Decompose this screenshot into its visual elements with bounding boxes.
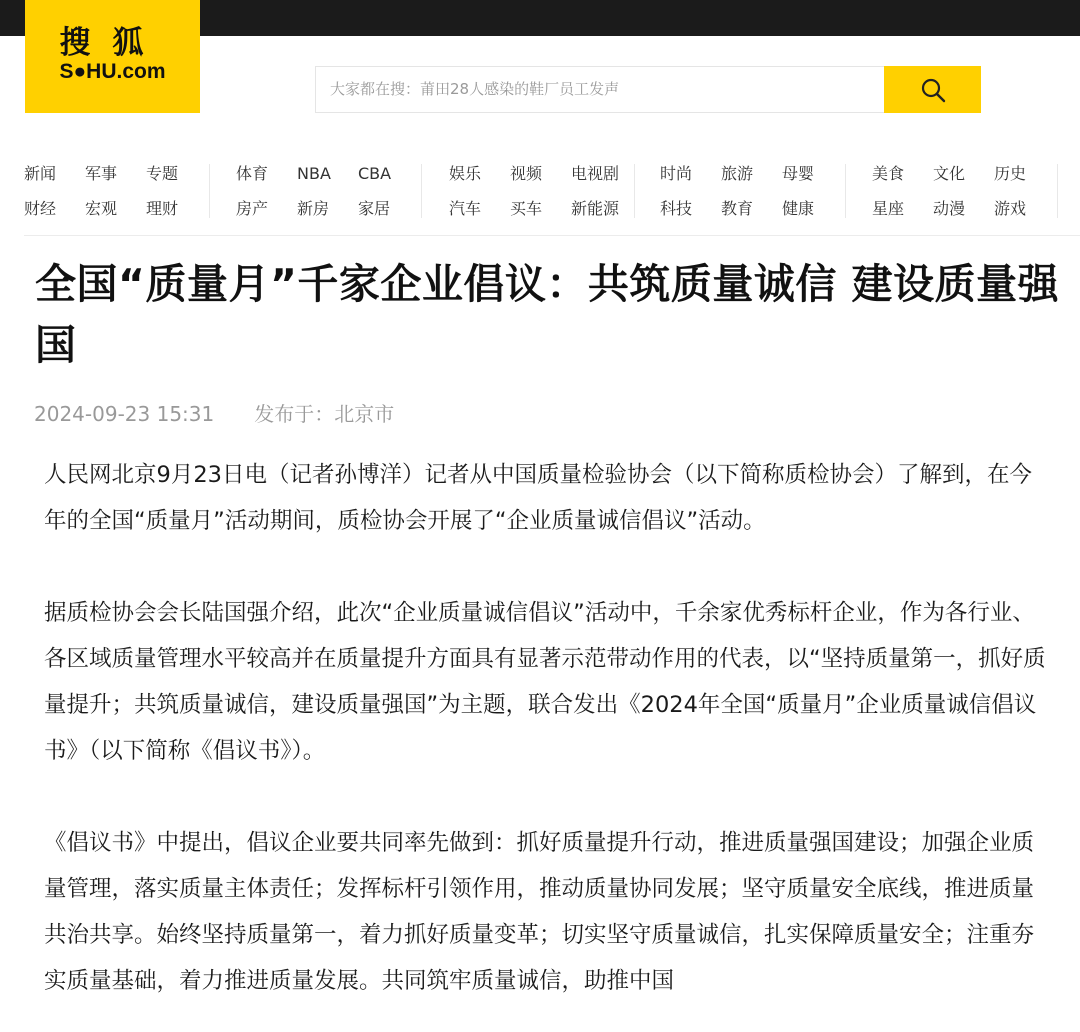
nav-separator xyxy=(845,164,846,218)
nav-separator xyxy=(421,164,422,218)
search-button[interactable] xyxy=(884,66,981,113)
nav-link[interactable]: 新闻 xyxy=(24,164,57,183)
nav-link[interactable]: 美食 xyxy=(872,164,905,183)
nav-link[interactable]: 体育 xyxy=(236,164,269,183)
nav-link[interactable]: 专题 xyxy=(146,164,179,183)
nav-link[interactable]: 房产 xyxy=(236,199,269,218)
nav-link[interactable]: NBA xyxy=(297,164,331,183)
article-paragraph: 《倡议书》中提出，倡议企业要共同率先做到：抓好质量提升行动，推进质量强国建设；加强企业质量管理，落实质量主体责任；发挥标杆引领作用，推动质量协同发展；坚守质量安全底线，推进质量共治共享。始终坚持质量第一，着力抓好质量变革；切实坚守质量诚信，扎实保障质量安全；注重夯实质量基础，着力推进质量发展。共同筑牢质量诚信，助推中国 xyxy=(44,830,1035,994)
nav-link[interactable]: 新能源 xyxy=(571,199,620,218)
article-paragraph: 人民网北京9月23日电（记者孙博洋）记者从中国质量检验协会（以下简称质检协会）了解到，在今年的全国“质量月”活动期间，质检协会开展了“企业质量诚信倡议”活动。 xyxy=(44,462,1032,534)
sohu-logo[interactable] xyxy=(25,0,200,113)
nav-link[interactable]: 动漫 xyxy=(933,199,966,218)
nav-link[interactable]: 理财 xyxy=(146,199,179,218)
article-body xyxy=(44,452,1052,1004)
logo-english-text: S●HU.com xyxy=(59,60,166,83)
nav-separator xyxy=(1057,164,1058,218)
nav-link[interactable]: 游戏 xyxy=(994,199,1027,218)
nav-link[interactable]: 星座 xyxy=(872,199,905,218)
search-icon xyxy=(920,77,946,103)
nav-link[interactable]: 买车 xyxy=(510,199,543,218)
nav-separator xyxy=(634,164,635,218)
nav-link[interactable]: 军事 xyxy=(85,164,118,183)
channel-nav xyxy=(24,160,1080,230)
search-bar xyxy=(315,66,981,113)
nav-link[interactable]: 家居 xyxy=(358,199,391,218)
logo-chinese-text: 搜狐 xyxy=(59,25,166,61)
publish-location: 发布于：北京市 xyxy=(254,402,395,426)
header-divider xyxy=(24,235,1080,236)
nav-link[interactable]: 财经 xyxy=(24,199,57,218)
nav-link[interactable]: 母婴 xyxy=(782,164,815,183)
nav-link[interactable]: 娱乐 xyxy=(449,164,482,183)
nav-link[interactable]: 文化 xyxy=(933,164,966,183)
nav-link[interactable]: 科技 xyxy=(660,199,693,218)
nav-link[interactable]: CBA xyxy=(358,164,392,183)
nav-link[interactable]: 历史 xyxy=(994,164,1027,183)
article-meta xyxy=(34,400,394,428)
article-paragraph: 据质检协会会长陆国强介绍，此次“企业质量诚信倡议”活动中，千余家优秀标杆企业，作为各行业、各区域质量管理水平较高并在质量提升方面具有显著示范带动作用的代表，以“坚持质量第一，抓好质量提升；共筑质量诚信，建设质量强国”为主题，联合发出《2024年全国“质量月”企业质量诚信倡议书》（以下简称《倡议书》）。 xyxy=(44,600,1046,764)
search-input[interactable]: 大家都在搜：莆田28人感染的鞋厂员工发声 xyxy=(315,66,884,113)
nav-link[interactable]: 视频 xyxy=(510,164,543,183)
nav-link[interactable]: 健康 xyxy=(782,199,815,218)
nav-link[interactable]: 新房 xyxy=(297,199,330,218)
nav-link[interactable]: 宏观 xyxy=(85,199,118,218)
nav-link[interactable]: 教育 xyxy=(721,199,754,218)
nav-link[interactable]: 汽车 xyxy=(449,199,482,218)
nav-separator xyxy=(209,164,210,218)
nav-link[interactable]: 电视剧 xyxy=(571,164,620,183)
nav-link[interactable]: 时尚 xyxy=(660,164,693,183)
article-title: 全国“质量月”千家企业倡议：共筑质量诚信 建设质量强国 xyxy=(35,260,1060,369)
publish-date: 2024-09-23 15:31 xyxy=(34,402,215,426)
nav-link[interactable]: 旅游 xyxy=(721,164,754,183)
